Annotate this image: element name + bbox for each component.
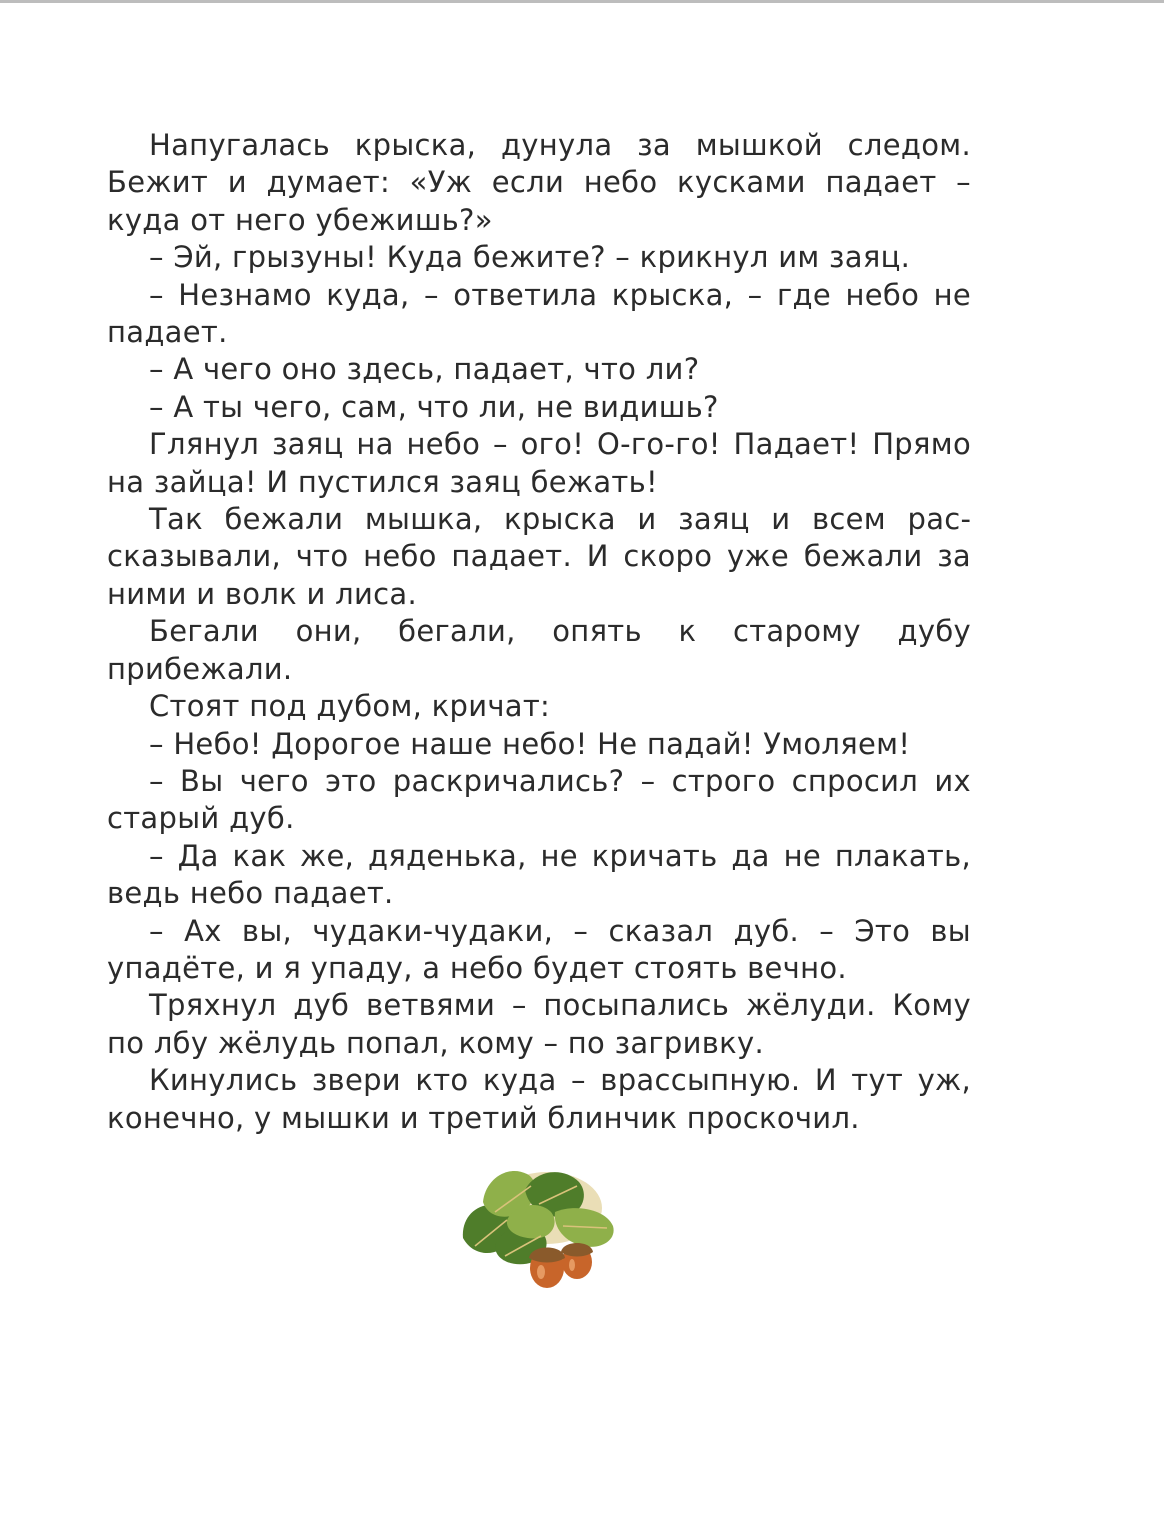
paragraph: – Вы чего это раскричались? – строго спросил их старый дуб. xyxy=(107,763,971,836)
paragraph: Тряхнул дуб ветвями – посыпались жёлуди. Кому по лбу жёлудь попал, кому – по загривку. xyxy=(107,988,971,1060)
paragraph: – Ах вы, чудаки-чудаки, – сказал дуб. – Это вы упадёте, и я упаду, а небо будет стоять вечно. xyxy=(107,913,971,985)
paragraph: – А ты чего, сам, что ли, не видишь? xyxy=(149,389,719,424)
paragraph: – Эй, грызуны! Куда бежите? – крикнул им заяц. xyxy=(149,240,911,275)
paragraph: Стоят под дубом, кричат: xyxy=(149,689,551,724)
paragraph: Бегали они, бегали, опять к старому дубу прибежали. xyxy=(107,614,971,686)
paragraph: – Незнамо куда, – ответила крыска, – где небо не падает. xyxy=(107,277,971,350)
oak-leaves-acorns-icon xyxy=(455,1150,620,1295)
paragraph: – Небо! Дорогое наше небо! Не падай! Умоляем! xyxy=(149,726,911,761)
page-top-border xyxy=(0,0,1164,3)
paragraph: Так бежали мышка, крыска и заяц и всем рассказывали, что небо падает. И скоро уже бежали за ними и волк и лиса. xyxy=(107,502,971,611)
story-text xyxy=(107,127,971,1137)
paragraph: Напугалась крыска, дунула за мышкой следом. Бежит и думает: «Уж если небо кусками падает – куда от него убежишь?» xyxy=(107,128,971,237)
paragraph: – Да как же, дяденька, не кричать да не плакать, ведь небо падает. xyxy=(107,838,971,911)
paragraph: Глянул заяц на небо – ого! О-го-го! Падает! Прямо на зайца! И пустился заяц бежать! xyxy=(107,427,971,499)
paragraph: Кинулись звери кто куда – врассыпную. И тут уж, конечно, у мышки и третий блинчик проскочил. xyxy=(107,1063,971,1135)
paragraph: – А чего оно здесь, падает, что ли? xyxy=(149,352,700,387)
